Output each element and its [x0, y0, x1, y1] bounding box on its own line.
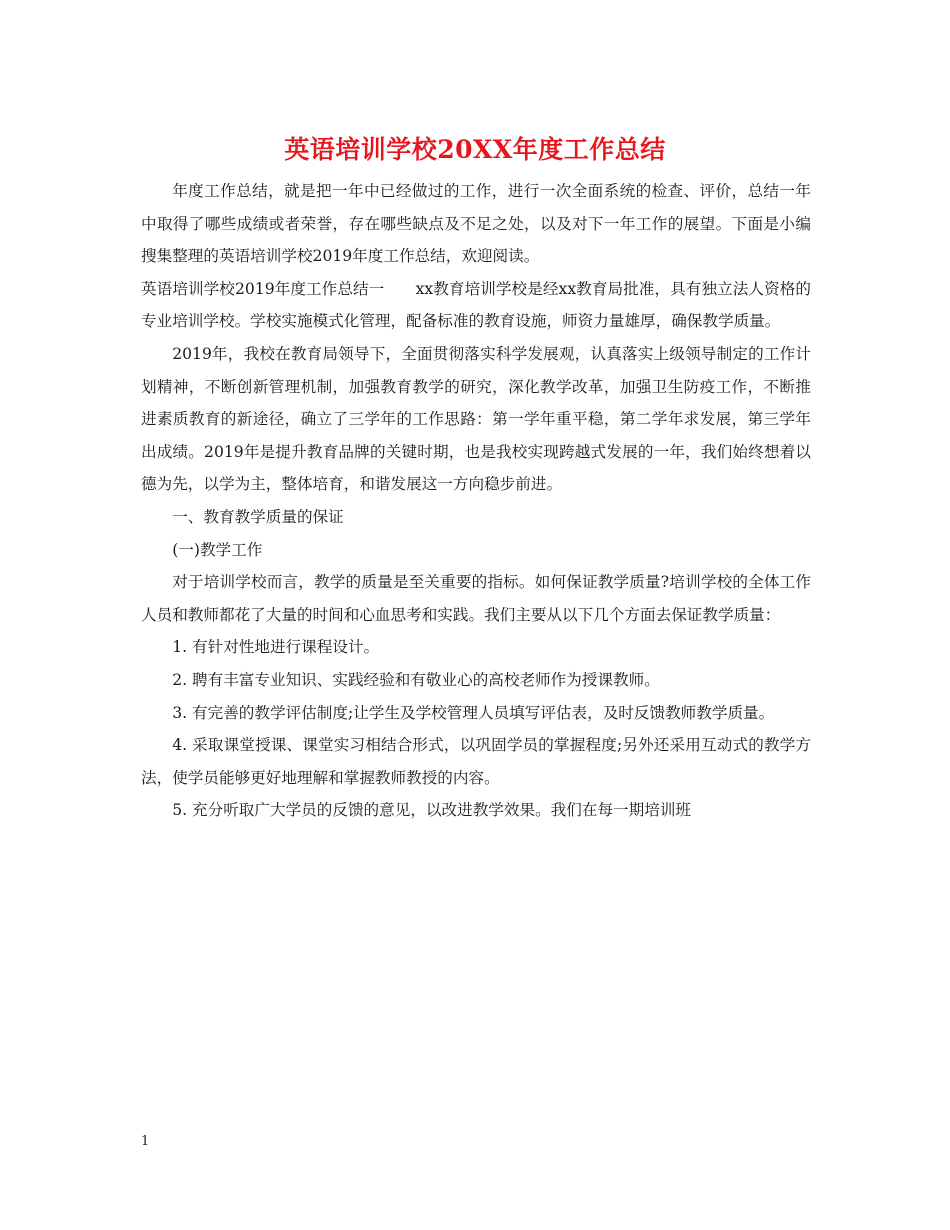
list-item-3: 3. 有完善的教学评估制度;让学生及学校管理人员填写评估表，及时反馈教师教学质量。 — [172, 703, 775, 722]
subsection-heading-teaching: (一)教学工作 — [172, 540, 263, 559]
paragraph-school-overview: 英语培训学校2019年度工作总结一 xx教育培训学校是经xx教育局批准，具有独立法人资格的专业培训学校。学校实施模式化管理，配备标准的教育设施，师资力量雄厚，确保教学质量。 — [141, 279, 811, 331]
paragraph-2019-summary: 2019年，我校在教育局领导下，全面贯彻落实科学发展观，认真落实上级领导制定的工作计划精神，不断创新管理机制，加强教育教学的研究，深化教学改革，加强卫生防疫工作，不断推进素质教育的新途径，确立了三学年的工作思路：第一学年重平稳，第二学年求发展，第三学年出成绩。2019年是提升教育品牌的关键时期，也是我校实现跨越式发展的一年，我们始终想着以德为先，以学为主，整体培育，和谐发展这一方向稳步前进。 — [141, 344, 811, 494]
paragraph-intro: 年度工作总结，就是把一年中已经做过的工作，进行一次全面系统的检查、评价，总结一年中取得了哪些成绩或者荣誉，存在哪些缺点及不足之处，以及对下一年工作的展望。下面是小编搜集整理的英语培训学校2019年度工作总结，欢迎阅读。 — [141, 182, 811, 266]
list-item-5: 5. 充分听取广大学员的反馈的意见，以改进教学效果。我们在每一期培训班 — [172, 801, 692, 820]
list-item-2: 2. 聘有丰富专业知识、实践经验和有敬业心的高校老师作为授课教师。 — [172, 670, 660, 689]
page-number: 1 — [141, 1134, 150, 1149]
section-heading-quality: 一、教育教学质量的保证 — [172, 507, 344, 526]
list-item-1: 1. 有针对性地进行课程设计。 — [172, 638, 380, 657]
document-title: 英语培训学校20XX年度工作总结 — [284, 135, 666, 164]
list-item-4: 4. 采取课堂授课、课堂实习相结合形式，以巩固学员的掌握程度;另外还采用互动式的教学方法，使学员能够更好地理解和掌握教师教授的内容。 — [141, 736, 811, 787]
paragraph-teaching-quality: 对于培训学校而言，教学的质量是至关重要的指标。如何保证教学质量?培训学校的全体工作人员和教师都花了大量的时间和心血思考和实践。我们主要从以下几个方面去保证教学质量： — [141, 573, 811, 624]
document-body — [141, 175, 811, 827]
